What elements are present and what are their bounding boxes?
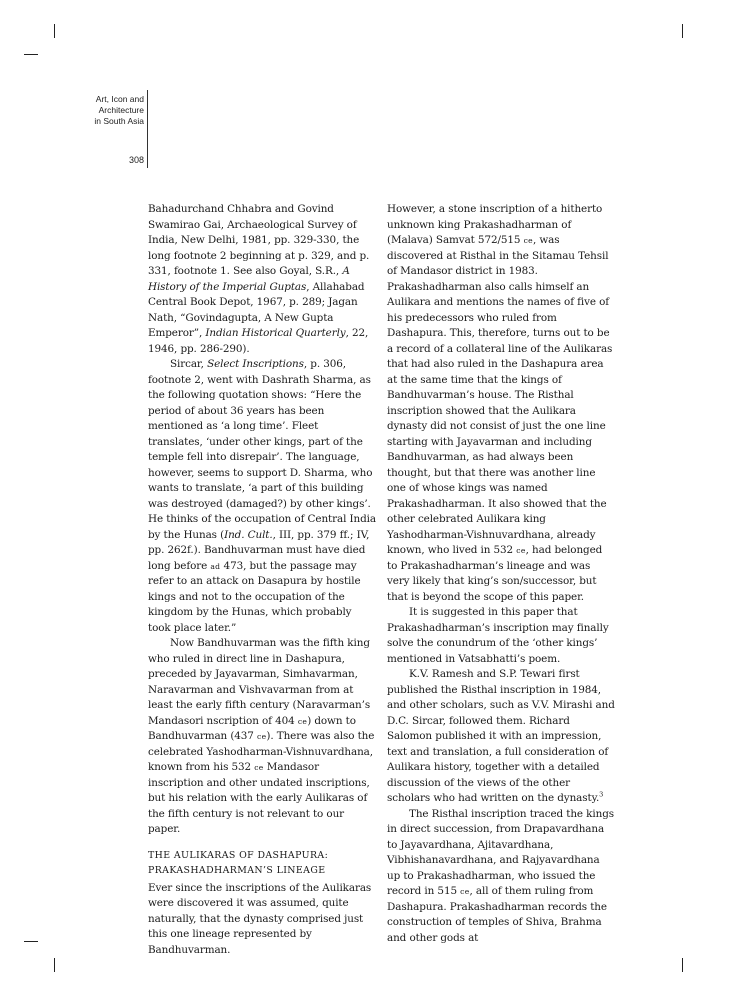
text-run: 473, but the passage may refer to an attack on Dasapura by hostile kings and not to the occupation of the kingdom by the Hunas, which probably took place later.” bbox=[148, 559, 361, 634]
crop-mark-top-left bbox=[54, 24, 55, 38]
text-run: , 22, 1946, pp. 286-290). bbox=[148, 327, 369, 355]
text-run: , III, pp. 379 ff.; IV, pp. 262f.). Bandhuvarman must have died long before bbox=[148, 528, 370, 572]
text-run: ) down to Bandhuvarman (437 bbox=[148, 714, 356, 742]
text-run: K.V. Ramesh and S.P. Tewari first published the Risthal inscription in 1984, and other scholars, such as V.V. Mirashi and D.C. Sircar, followed them. Richard Salomon published it with an impression, text and translation, a full consideration of Aulikara history, together with a detailed discussion of the views of the other scholars who had written on the dynasty. bbox=[387, 668, 615, 804]
text-run: , had belonged to Prakashadharman’s lineage and was very likely that king’s son/successor, but that is beyond the scope of this paper. bbox=[387, 544, 603, 603]
paragraph bbox=[148, 881, 376, 959]
text-run: It is suggested in this paper that Prakashadharman’s inscription may finally solve the conundrum of the ‘other kings’ mentioned in Vatsabhatti’s poem. bbox=[387, 606, 609, 665]
italic-title: Ind. Cult. bbox=[224, 528, 273, 541]
crop-mark-bottom-left bbox=[54, 958, 55, 972]
running-head-line: Architecture bbox=[98, 105, 144, 115]
crop-mark-top-right bbox=[682, 24, 683, 38]
running-head-line: Art, Icon and bbox=[95, 94, 144, 104]
running-head bbox=[80, 94, 144, 127]
text-run: The Risthal inscription traced the kings in direct succession, from Drapavardhana to Jayavardhana, Ajitavardhana, Vibhishanavardhana, and Rajyavardhana up to Prakashadharman, who issued the record in 515 bbox=[387, 807, 614, 897]
text-run: , was discovered at Risthal in the Sitamau Tehsil of Mandasor district in 1983. Prakashadharman also calls himself an Aulikara and mentions the names of five of his predecessors who ruled from Dashapura. This, therefore, turns out to be a record of a collateral line of the Aulikaras that had also ruled in the Dashapura area at the same time that the kings of Bandhuvarman’s house. The Risthal inscription showed that the Aulikara dynasty did not consist of just the one line starting with Jayavarman and including Bandhuvarman, as had always been thought, but that there was another line one of whose kings was named Prakashadharman. It also showed that the other celebrated Aulikara king Yashodharman-Vishnuvardhana, already known, who lived in 532 bbox=[387, 234, 613, 556]
small-caps-era: ce bbox=[254, 763, 264, 772]
crop-mark-top-left-h bbox=[24, 54, 38, 55]
text-run: Now Bandhuvarman was the fifth king who ruled in direct line in Dashapura, preceded by Jayavarman, Simhavarman, Naravarman and Vishvavarman from at least the early fifth century (Naravarman’s Mandasori nscription of 404 bbox=[148, 637, 371, 727]
paragraph bbox=[387, 807, 615, 947]
small-caps-era: ce bbox=[516, 546, 526, 555]
right-column bbox=[387, 202, 615, 946]
small-caps-era: ce bbox=[460, 887, 470, 896]
text-run: Sircar, bbox=[170, 358, 208, 370]
italic-title: Indian Historical Quarterly bbox=[205, 327, 346, 339]
text-run: Bahadurchand Chhabra and Govind Swamirao Gai, Archaeological Survey of India, New Delhi, 1981, pp. 329-330, the long footnote 2 beginning at p. 329, and p. 331, footnote 1. See also Goyal, S.R., bbox=[148, 203, 370, 277]
text-run: However, a stone inscription of a hitherto unknown king Prakashadharman of (Malava) Samvat 572/515 bbox=[387, 203, 603, 246]
italic-title: Select Inscriptions bbox=[207, 358, 304, 370]
paragraph bbox=[148, 636, 376, 838]
paragraph bbox=[387, 605, 615, 667]
paragraph bbox=[387, 202, 615, 605]
small-caps-era: ce bbox=[523, 236, 533, 245]
small-caps-era: ad bbox=[210, 561, 221, 571]
text-run: Mandasor inscription and other undated inscriptions, but his relation with the early Aulikaras of the fifth century is not relevant to our paper. bbox=[148, 761, 370, 835]
text-run: ). There was also the celebrated Yashodharman-Vishnuvardhana, known from his 532 bbox=[148, 730, 375, 773]
small-caps-era: ce bbox=[257, 732, 267, 741]
text-run: , all of them ruling from Dashapura. Prakashadharman records the construction of temples of Shiva, Brahma and other gods at bbox=[387, 885, 607, 944]
text-run: , p. 306, footnote 2, went with Dashrath Sharma, as the following quotation shows: “Here the period of about 36 years has been mentioned as ‘a long time’. Fleet translates, ‘under other kings, part of the temple fell into disrepair’. The language, however, seems to support D. Sharma, who wants to translate, ‘a part of this building was destroyed (damaged?) by other kings’. He thinks of the occupation of Central India by the Hunas ( bbox=[148, 358, 376, 541]
margin-rule bbox=[147, 90, 148, 168]
small-caps-era: ce bbox=[297, 716, 308, 726]
paragraph bbox=[387, 667, 615, 807]
page-number: 308 bbox=[128, 155, 144, 165]
left-column bbox=[148, 202, 376, 958]
italic-title: A History of the Imperial Guptas bbox=[148, 265, 350, 293]
paragraph bbox=[148, 202, 376, 357]
crop-mark-bottom-right bbox=[682, 958, 683, 972]
section-heading-line: THE AULIKARAS OF DASHAPURA: bbox=[148, 849, 329, 861]
running-head-line: in South Asia bbox=[94, 116, 144, 126]
crop-mark-bottom-left-h bbox=[24, 941, 38, 942]
paragraph bbox=[148, 357, 376, 636]
text-run: Ever since the inscriptions of the Aulikaras were discovered it was assumed, quite naturally, that the dynasty comprised just this one lineage represented by Bandhuvarman. bbox=[148, 881, 372, 956]
section-heading-line: PRAKASHADHARMAN’S LINEAGE bbox=[148, 865, 326, 876]
text-run: , Allahabad Central Book Depot, 1967, p. 289; Jagan Nath, “Govindagupta, A New Gupta Emperor”, bbox=[148, 280, 365, 339]
section-heading bbox=[148, 848, 376, 879]
footnote-ref: 3 bbox=[599, 790, 604, 799]
